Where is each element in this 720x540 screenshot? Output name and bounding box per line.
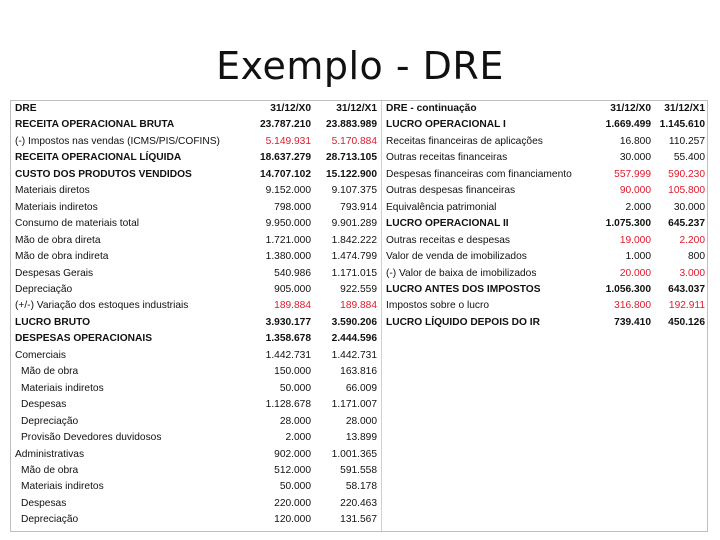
table-row [384,134,707,150]
table-row [384,216,707,232]
row-value-x1: 58.178 [345,481,377,493]
table-row [13,447,379,463]
row-value-x0: 512.000 [274,464,311,476]
table-row [384,200,707,216]
table-row [13,430,379,446]
row-value-x1: 15.122.900 [326,168,377,180]
table-row [384,298,707,314]
table-row [384,315,707,331]
row-label: Provisão Devedores duvidosos [21,432,162,444]
row-value-x0: 1.075.300 [605,218,651,230]
header-col-x0: 31/12/X0 [270,103,311,114]
page-title: Exemplo - DRE [216,44,504,88]
row-value-x0: 1.442.731 [265,349,311,361]
row-value-x1: 192.911 [668,300,705,312]
row-value-x0: 1.669.499 [605,119,651,131]
row-value-x1: 590.230 [668,168,705,180]
row-value-x1: 9.901.289 [331,218,377,230]
row-value-x0: 557.999 [614,168,651,180]
header-label: DRE - continuação [386,103,477,114]
row-label: LUCRO LÍQUIDO DEPOIS DO IR [386,316,540,328]
row-value-x1: 189.884 [340,300,377,312]
table-header-row [384,101,707,117]
row-value-x0: 1.358.678 [265,333,311,345]
row-value-x1: 3.000 [679,267,705,279]
table-row [13,266,379,282]
table-row [384,167,707,183]
row-value-x1: 110.257 [668,135,705,147]
table-row [384,249,707,265]
row-label: Depreciação [21,514,79,526]
row-value-x1: 105.800 [668,185,705,197]
row-label: Mão de obra direta [15,234,101,246]
row-value-x0: 1.380.000 [265,251,311,263]
header-col-x1: 31/12/X1 [664,103,705,114]
table-row [13,512,379,528]
row-label: LUCRO OPERACIONAL II [386,218,509,230]
row-value-x0: 798.000 [274,201,311,213]
row-value-x0: 50.000 [279,382,311,394]
header-col-x0: 31/12/X0 [610,103,651,114]
row-value-x0: 540.986 [274,267,311,279]
table-row [13,183,379,199]
row-value-x1: 793.914 [340,201,377,213]
row-value-x1: 2.200 [679,234,705,246]
row-value-x1: 23.883.989 [326,119,377,131]
row-value-x0: 3.930.177 [265,316,311,328]
row-label: Mão de obra [21,464,79,476]
row-value-x1: 28.713.105 [326,152,377,164]
row-value-x1: 643.037 [668,283,705,295]
row-value-x0: 739.410 [614,316,651,328]
row-label: Impostos sobre o lucro [386,300,490,312]
row-value-x0: 30.000 [619,152,651,164]
row-label: Despesas financeiras com financiamento [386,168,572,180]
table-row [384,117,707,133]
row-label: LUCRO ANTES DOS IMPOSTOS [386,283,541,295]
row-label: Outras receitas financeiras [386,152,508,164]
row-value-x0: 189.884 [274,300,311,312]
row-value-x0: 9.950.000 [265,218,311,230]
table-row [13,315,379,331]
row-label: LUCRO OPERACIONAL I [386,119,506,131]
row-value-x1: 450.126 [668,316,705,328]
row-value-x0: 1.000 [625,251,651,263]
table-row [13,216,379,232]
row-value-x0: 20.000 [619,267,651,279]
row-label: Equivalência patrimonial [386,201,497,213]
table-row [13,397,379,413]
dre-table-right [384,101,707,331]
dre-spreadsheet [10,100,708,532]
row-value-x0: 150.000 [274,366,311,378]
table-row [13,167,379,183]
table-row [13,414,379,430]
row-value-x1: 5.170.884 [331,135,377,147]
row-value-x0: 1.721.000 [265,234,311,246]
table-row [384,183,707,199]
row-value-x1: 220.463 [340,497,377,509]
dre-table-left [13,101,379,529]
row-value-x0: 23.787.210 [260,119,311,131]
table-row [13,364,379,380]
table-row [13,233,379,249]
table-row [13,200,379,216]
row-value-x1: 1.171.007 [331,399,377,411]
row-label: Valor de venda de imobilizados [386,251,527,263]
table-row [13,134,379,150]
row-value-x1: 1.001.365 [331,448,377,460]
row-label: Outras receitas e despesas [386,234,511,246]
table-row [13,282,379,298]
row-value-x0: 2.000 [285,432,311,444]
row-value-x0: 1.056.300 [605,283,651,295]
table-row [13,479,379,495]
row-value-x0: 5.149.931 [265,135,311,147]
row-value-x0: 9.152.000 [265,185,311,197]
row-label: RECEITA OPERACIONAL BRUTA [15,119,175,131]
row-label: Despesas [21,497,67,509]
row-label: (-) Valor de baixa de imobilizados [386,267,537,279]
row-value-x1: 3.590.206 [331,316,377,328]
row-label: Depreciação [15,283,73,295]
table-row [13,150,379,166]
row-label: DESPESAS OPERACIONAIS [15,333,152,345]
table-row [384,282,707,298]
row-value-x1: 1.842.222 [331,234,377,246]
row-value-x1: 13.899 [345,432,377,444]
row-value-x0: 90.000 [619,185,651,197]
header-label: DRE [15,103,37,114]
table-row [13,249,379,265]
row-value-x0: 50.000 [279,481,311,493]
row-label: Consumo de materiais total [15,218,140,230]
row-value-x1: 800 [688,251,705,263]
row-label: Comerciais [15,349,66,361]
row-label: Materiais indiretos [15,201,98,213]
row-value-x1: 922.559 [340,283,377,295]
header-col-x1: 31/12/X1 [336,103,377,114]
row-value-x1: 9.107.375 [331,185,377,197]
table-row [13,463,379,479]
row-label: Materiais indiretos [21,481,104,493]
row-label: Despesas Gerais [15,267,94,279]
row-value-x1: 30.000 [673,201,705,213]
row-value-x1: 591.558 [340,464,377,476]
row-label: Materiais indiretos [21,382,104,394]
row-label: Materiais diretos [15,185,90,197]
row-value-x0: 18.637.279 [260,152,311,164]
row-label: RECEITA OPERACIONAL LÍQUIDA [15,152,182,164]
row-label: Administrativas [15,448,85,460]
row-label: Mão de obra indireta [15,251,109,263]
row-value-x0: 220.000 [274,497,311,509]
row-label: Despesas [21,399,67,411]
row-value-x0: 905.000 [274,283,311,295]
row-value-x1: 2.444.596 [331,333,377,345]
row-value-x0: 16.800 [619,135,651,147]
row-value-x1: 1.171.015 [331,267,377,279]
row-label: Outras despesas financeiras [386,185,516,197]
row-label: (+/-) Variação dos estoques industriais [15,300,189,312]
row-value-x1: 1.145.610 [659,119,705,131]
table-row [13,348,379,364]
table-row [384,150,707,166]
table-row [384,233,707,249]
row-label: Receitas financeiras de aplicações [386,135,543,147]
row-value-x1: 28.000 [345,415,377,427]
row-value-x0: 28.000 [279,415,311,427]
row-value-x1: 55.400 [673,152,705,164]
row-label: Mão de obra [21,366,79,378]
table-row [13,496,379,512]
row-value-x1: 131.567 [340,514,377,526]
row-value-x1: 645.237 [668,218,705,230]
row-value-x0: 120.000 [274,514,311,526]
row-value-x0: 902.000 [274,448,311,460]
row-value-x1: 66.009 [345,382,377,394]
row-value-x0: 19.000 [619,234,651,246]
row-label: LUCRO BRUTO [15,316,91,328]
row-label: CUSTO DOS PRODUTOS VENDIDOS [15,168,192,180]
row-value-x0: 1.128.678 [265,399,311,411]
table-row [13,117,379,133]
row-value-x0: 316.800 [614,300,651,312]
row-label: Depreciação [21,415,79,427]
table-row [13,298,379,314]
column-divider [381,101,382,531]
row-value-x0: 14.707.102 [260,168,311,180]
table-row [13,331,379,347]
table-row [13,381,379,397]
table-header-row [13,101,379,117]
row-value-x1: 163.816 [340,366,377,378]
row-label: (-) Impostos nas vendas (ICMS/PIS/COFINS) [15,135,220,147]
row-value-x1: 1.442.731 [331,349,377,361]
row-value-x1: 1.474.799 [331,251,377,263]
table-row [384,266,707,282]
row-value-x0: 2.000 [625,201,651,213]
